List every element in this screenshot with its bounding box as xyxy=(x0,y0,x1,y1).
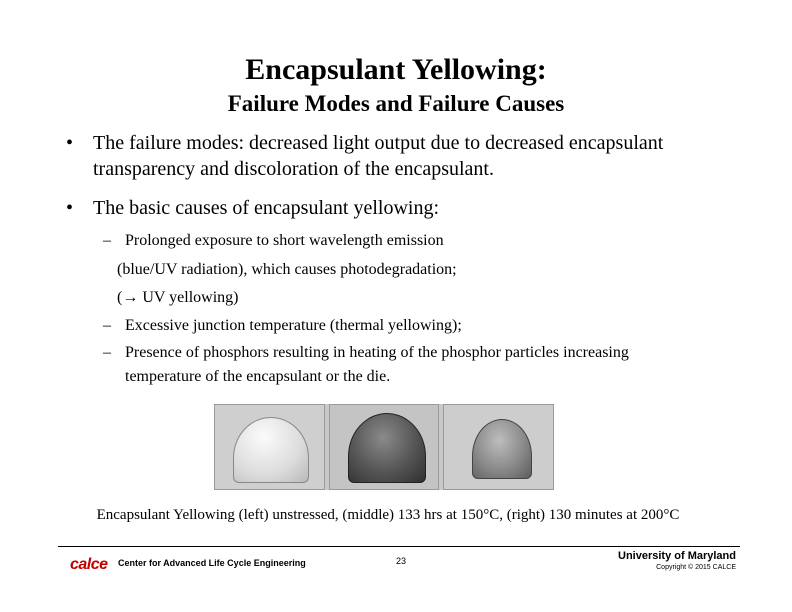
led-dome-150c xyxy=(348,413,426,483)
calce-logo: calce xyxy=(70,556,108,573)
bullet-text: The failure modes: decreased light output due to decreased encapsulant transparency and discoloration of the encapsulant. xyxy=(93,132,664,180)
sub-item-uv-yellowing xyxy=(95,284,695,312)
sub-item-junction-temperature xyxy=(103,312,703,340)
slide-title: Encapsulant Yellowing: xyxy=(245,53,547,86)
led-photo-unstressed xyxy=(214,404,325,490)
sub-item-marker: – xyxy=(103,344,111,361)
bullet-basic-causes xyxy=(66,195,746,221)
bullet-marker: • xyxy=(66,197,74,219)
sub-item-text: (→ UV yellowing) xyxy=(117,289,239,306)
led-photo-150c xyxy=(329,404,440,490)
led-dome-200c xyxy=(472,419,532,479)
sub-item-phosphors xyxy=(103,341,683,389)
sub-item-photodegradation xyxy=(95,256,695,284)
footer-copyright: Copyright © 2015 CALCE xyxy=(656,564,736,571)
sub-item-text: Excessive junction temperature (thermal yellowing); xyxy=(125,317,462,334)
sub-item-short-wavelength xyxy=(103,227,703,255)
sub-item-marker: – xyxy=(103,317,111,334)
page-number: 23 xyxy=(396,556,407,566)
footer-university: University of Maryland xyxy=(618,550,736,562)
led-photo-200c xyxy=(443,404,554,490)
slide-subtitle: Failure Modes and Failure Causes xyxy=(227,91,565,116)
figure-caption: Encapsulant Yellowing (left) unstressed, (middle) 133 hrs at 150°C, (right) 130 minutes at 200°C xyxy=(96,507,680,523)
sub-item-text: Presence of phosphors resulting in heating of the phosphor particles increasing temperature of the encapsulant or the die. xyxy=(125,344,629,385)
bullet-marker: • xyxy=(66,132,74,154)
bullet-text: The basic causes of encapsulant yellowing: xyxy=(93,197,439,219)
footer-divider xyxy=(58,546,740,547)
footer-center-name: Center for Advanced Life Cycle Engineering xyxy=(118,558,306,568)
sub-item-marker: – xyxy=(103,232,111,249)
bullet-failure-modes xyxy=(66,130,746,182)
sub-item-text: (blue/UV radiation), which causes photodegradation; xyxy=(117,261,457,278)
led-dome-unstressed xyxy=(233,417,309,483)
sub-item-text: Prolonged exposure to short wavelength emission xyxy=(125,232,444,249)
led-photo-strip xyxy=(214,404,554,490)
